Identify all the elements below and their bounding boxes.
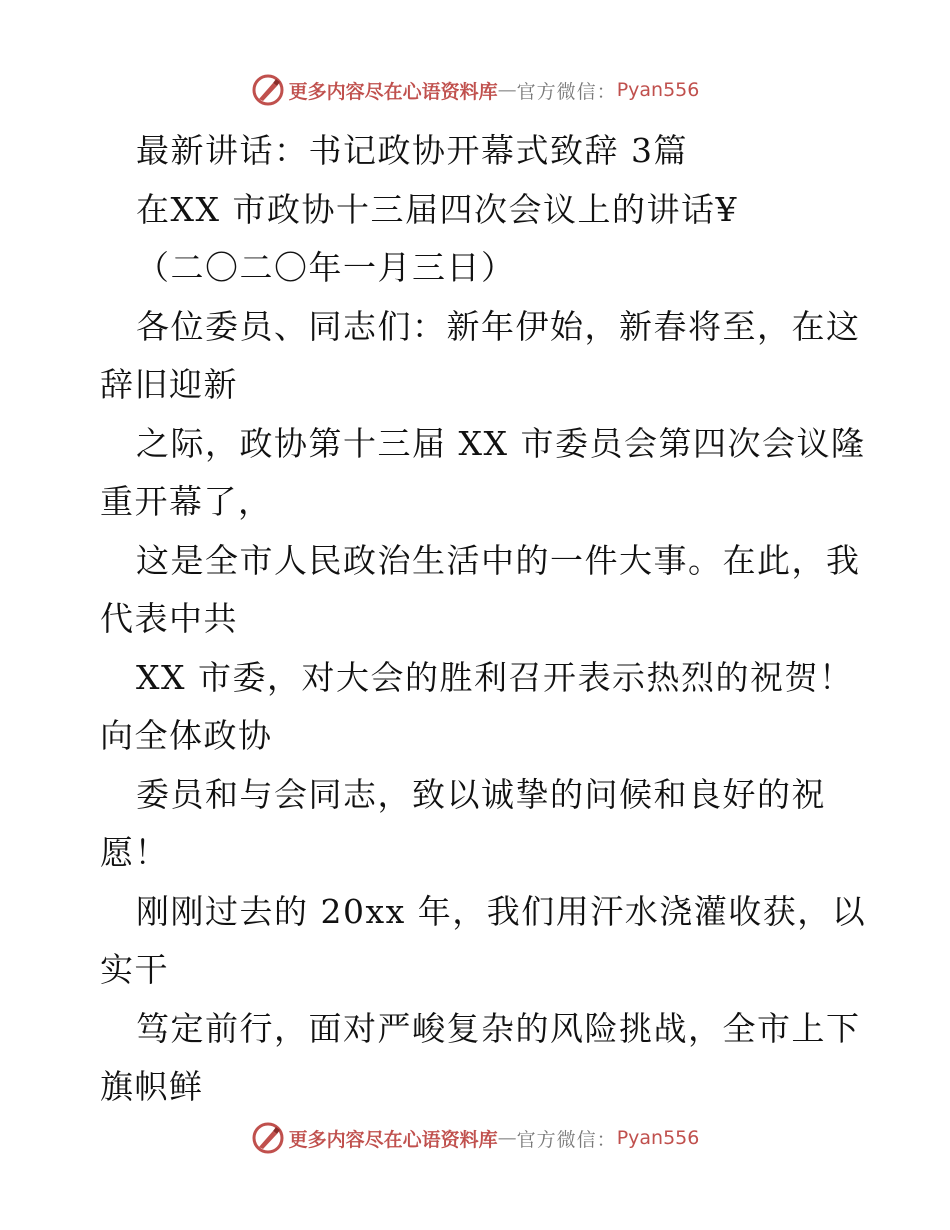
banner-wechat-id: Pyan556 xyxy=(616,1127,700,1149)
banner-dash: — xyxy=(497,1127,517,1149)
banner-main-text: 更多内容尽在心语资料库 xyxy=(288,80,498,103)
banner-main-text: 更多内容尽在心语资料库 xyxy=(288,1128,498,1151)
body-line: 委员和与会同志，致以诚挚的问候和良好的祝 xyxy=(136,774,826,814)
body-line: 向全体政协 xyxy=(100,716,273,755)
body-line: 愿！ xyxy=(100,833,169,872)
speech-title: 在XX 市政协十三届四次会议上的讲话¥ xyxy=(136,189,738,229)
body-line: 旗帜鲜 xyxy=(100,1067,204,1106)
document-title: 最新讲话：书记政协开幕式致辞 3篇 xyxy=(136,131,688,170)
body-line: 之际，政协第十三届 XX 市委员会第四次会议隆 xyxy=(136,423,866,463)
body-line: 重开幕了， xyxy=(100,482,273,521)
body-line: 这是全市人民政治生活中的一件大事。在此，我 xyxy=(136,540,861,580)
header-banner xyxy=(0,70,950,110)
body-line: 刚刚过去的 20xx 年，我们用汗水浇灌收获，以 xyxy=(136,891,867,931)
body-line: 实干 xyxy=(100,950,169,989)
speech-date: （二〇二〇年一月三日） xyxy=(136,248,516,287)
body-line: 各位委员、同志们：新年伊始，新春将至，在这 xyxy=(136,306,861,346)
body-line: 笃定前行，面对严峻复杂的风险挑战，全市上下 xyxy=(136,1008,861,1048)
body-line: 辞旧迎新 xyxy=(100,365,238,404)
footer-banner xyxy=(0,1118,950,1158)
pen-circle-logo-icon xyxy=(251,73,285,107)
banner-wechat-label: 官方微信： xyxy=(516,80,617,103)
pen-circle-logo-icon xyxy=(251,1121,285,1155)
body-line: XX 市委，对大会的胜利召开表示热烈的祝贺！ xyxy=(136,657,854,697)
body-line: 代表中共 xyxy=(100,599,238,638)
document-body xyxy=(100,122,867,1117)
banner-wechat-id: Pyan556 xyxy=(616,79,700,101)
banner-wechat-label: 官方微信： xyxy=(516,1128,617,1151)
banner-dash: — xyxy=(497,79,517,101)
